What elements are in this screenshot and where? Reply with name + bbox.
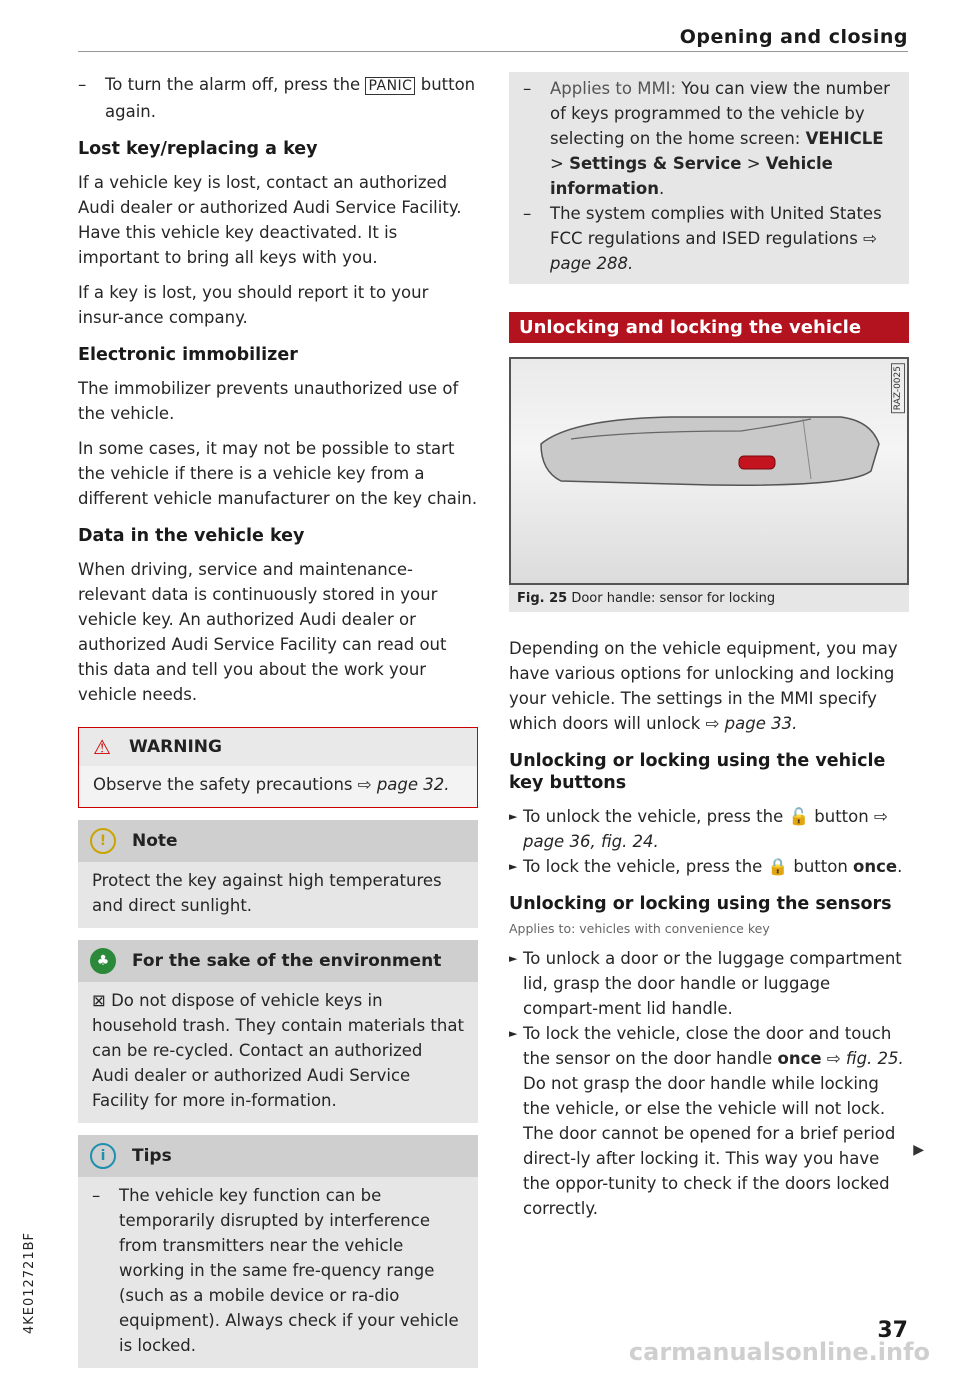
- left-column: [78, 72, 478, 1380]
- lock-sensor-marker: [739, 456, 775, 469]
- panic-key-label: PANIC: [365, 77, 415, 95]
- page-number: 37: [877, 1318, 908, 1343]
- step-item: ► To unlock a door or the luggage compartment lid, grasp the door handle or luggage compart-ment lid handle.: [509, 949, 902, 1018]
- page-ref-link[interactable]: ⇨ page 36, fig. 24.: [523, 807, 888, 851]
- paragraph: If a key is lost, you should report it to your insur-ance company.: [78, 283, 429, 327]
- heading-lost-key: Lost key/replacing a key: [78, 139, 318, 159]
- header-rule: [78, 51, 908, 52]
- figure-ref-link[interactable]: ⇨ fig. 25.: [826, 1049, 904, 1068]
- page-ref-link[interactable]: ⇨ page 288.: [550, 229, 877, 273]
- warning-triangle-icon: ⚠: [93, 735, 111, 759]
- trash-bin-icon: ⊠: [92, 991, 106, 1010]
- heading-sensors: Unlocking or locking using the sensors: [509, 894, 892, 914]
- section-title-banner: Unlocking and locking the vehicle: [509, 312, 909, 343]
- step-item: ► To lock the vehicle, close the door and touch the sensor on the door handle once ⇨ fig. 25. Do not grasp the door handle while locking the vehicle, or else the vehicle will not lock. The door cannot be opened for a brief period direct-ly after locking it. This way you have the oppor-tunity to check if the doors locked correctly.: [509, 1024, 904, 1218]
- environment-box: ♣ For the sake of the environment ⊠ Do not dispose of vehicle keys in household trash. They contain materials that can be re-cycled. Contact an authorized Audi dealer or authorized Audi Service Facility for more in-formation.: [78, 940, 478, 1123]
- door-handle-figure: [509, 357, 909, 585]
- environment-leaf-icon: ♣: [90, 948, 116, 974]
- right-column: [509, 72, 909, 1221]
- step-item: ► To lock the vehicle, press the 🔒 button once.: [509, 857, 903, 876]
- figure-caption: Fig. 25 Door handle: sensor for locking: [509, 585, 909, 612]
- door-handle-illustration: [511, 359, 907, 579]
- note-exclamation-icon: !: [90, 828, 116, 854]
- step-item: ► To unlock the vehicle, press the 🔓 button ⇨ page 36, fig. 24.: [509, 807, 888, 851]
- paragraph: In some cases, it may not be possible to start the vehicle if there is a vehicle key from a different vehicle manufacturer on the key chain.: [78, 439, 478, 508]
- page-ref-link[interactable]: ⇨ page 32.: [357, 775, 450, 794]
- warning-box: ⚠ WARNING Observe the safety precautions ⇨ page 32.: [78, 727, 478, 808]
- continue-arrow-icon: ▶: [913, 1142, 924, 1158]
- applies-note: Applies to: vehicles with convenience key: [509, 921, 770, 936]
- heading-immobilizer: Electronic immobilizer: [78, 345, 298, 365]
- watermark: carmanualsonline.info: [628, 1338, 930, 1366]
- page-header-title: Opening and closing: [679, 26, 908, 48]
- paragraph: If a vehicle key is lost, contact an authorized Audi dealer or authorized Audi Service Facility. Have this vehicle key deactivated. It is important to bring all keys with you.: [78, 173, 462, 267]
- unlock-key-icon: 🔓: [788, 807, 810, 826]
- paragraph: When driving, service and maintenance-relevant data is continuously stored in your vehicle key. An authorized Audi dealer or authorized Audi Service Facility can read out this data and tell you about the work your vehicle needs.: [78, 560, 447, 704]
- tips-box: i Tips – The vehicle key function can be temporarily disrupted by interference from transmitters near the vehicle working in the same fre-quency range (such as a mobile device or ra-dio equipment). Always check if your vehicle is locked.: [78, 1135, 478, 1368]
- figure-code: RAZ-0025: [891, 363, 905, 413]
- lock-key-icon: 🔒: [767, 857, 789, 876]
- paragraph: The immobilizer prevents unauthorized use of the vehicle.: [78, 379, 459, 423]
- alarm-off-item: – To turn the alarm off, press the PANIC button again.: [78, 75, 476, 121]
- page-ref-link[interactable]: ⇨ page 33.: [705, 714, 798, 733]
- mmi-info-box: – Applies to MMI: You can view the number of keys programmed to the vehicle by selecting on the home screen: VEHICLE > Settings & Service > Vehicle information. – The system complies with United States FCC regulations and ISED regulations ⇨ page 288.: [509, 72, 909, 284]
- heading-key-buttons: Unlocking or locking using the vehicle key buttons: [509, 751, 886, 793]
- document-code: 4KE012721BF: [22, 1232, 37, 1335]
- paragraph: Depending on the vehicle equipment, you may have various options for unlocking and locking your vehicle. The settings in the MMI specify which doors will unlock ⇨ page 33.: [509, 639, 898, 733]
- note-box: ! Note Protect the key against high temperatures and direct sunlight.: [78, 820, 478, 928]
- heading-data-key: Data in the vehicle key: [78, 526, 305, 546]
- info-icon: i: [90, 1143, 116, 1169]
